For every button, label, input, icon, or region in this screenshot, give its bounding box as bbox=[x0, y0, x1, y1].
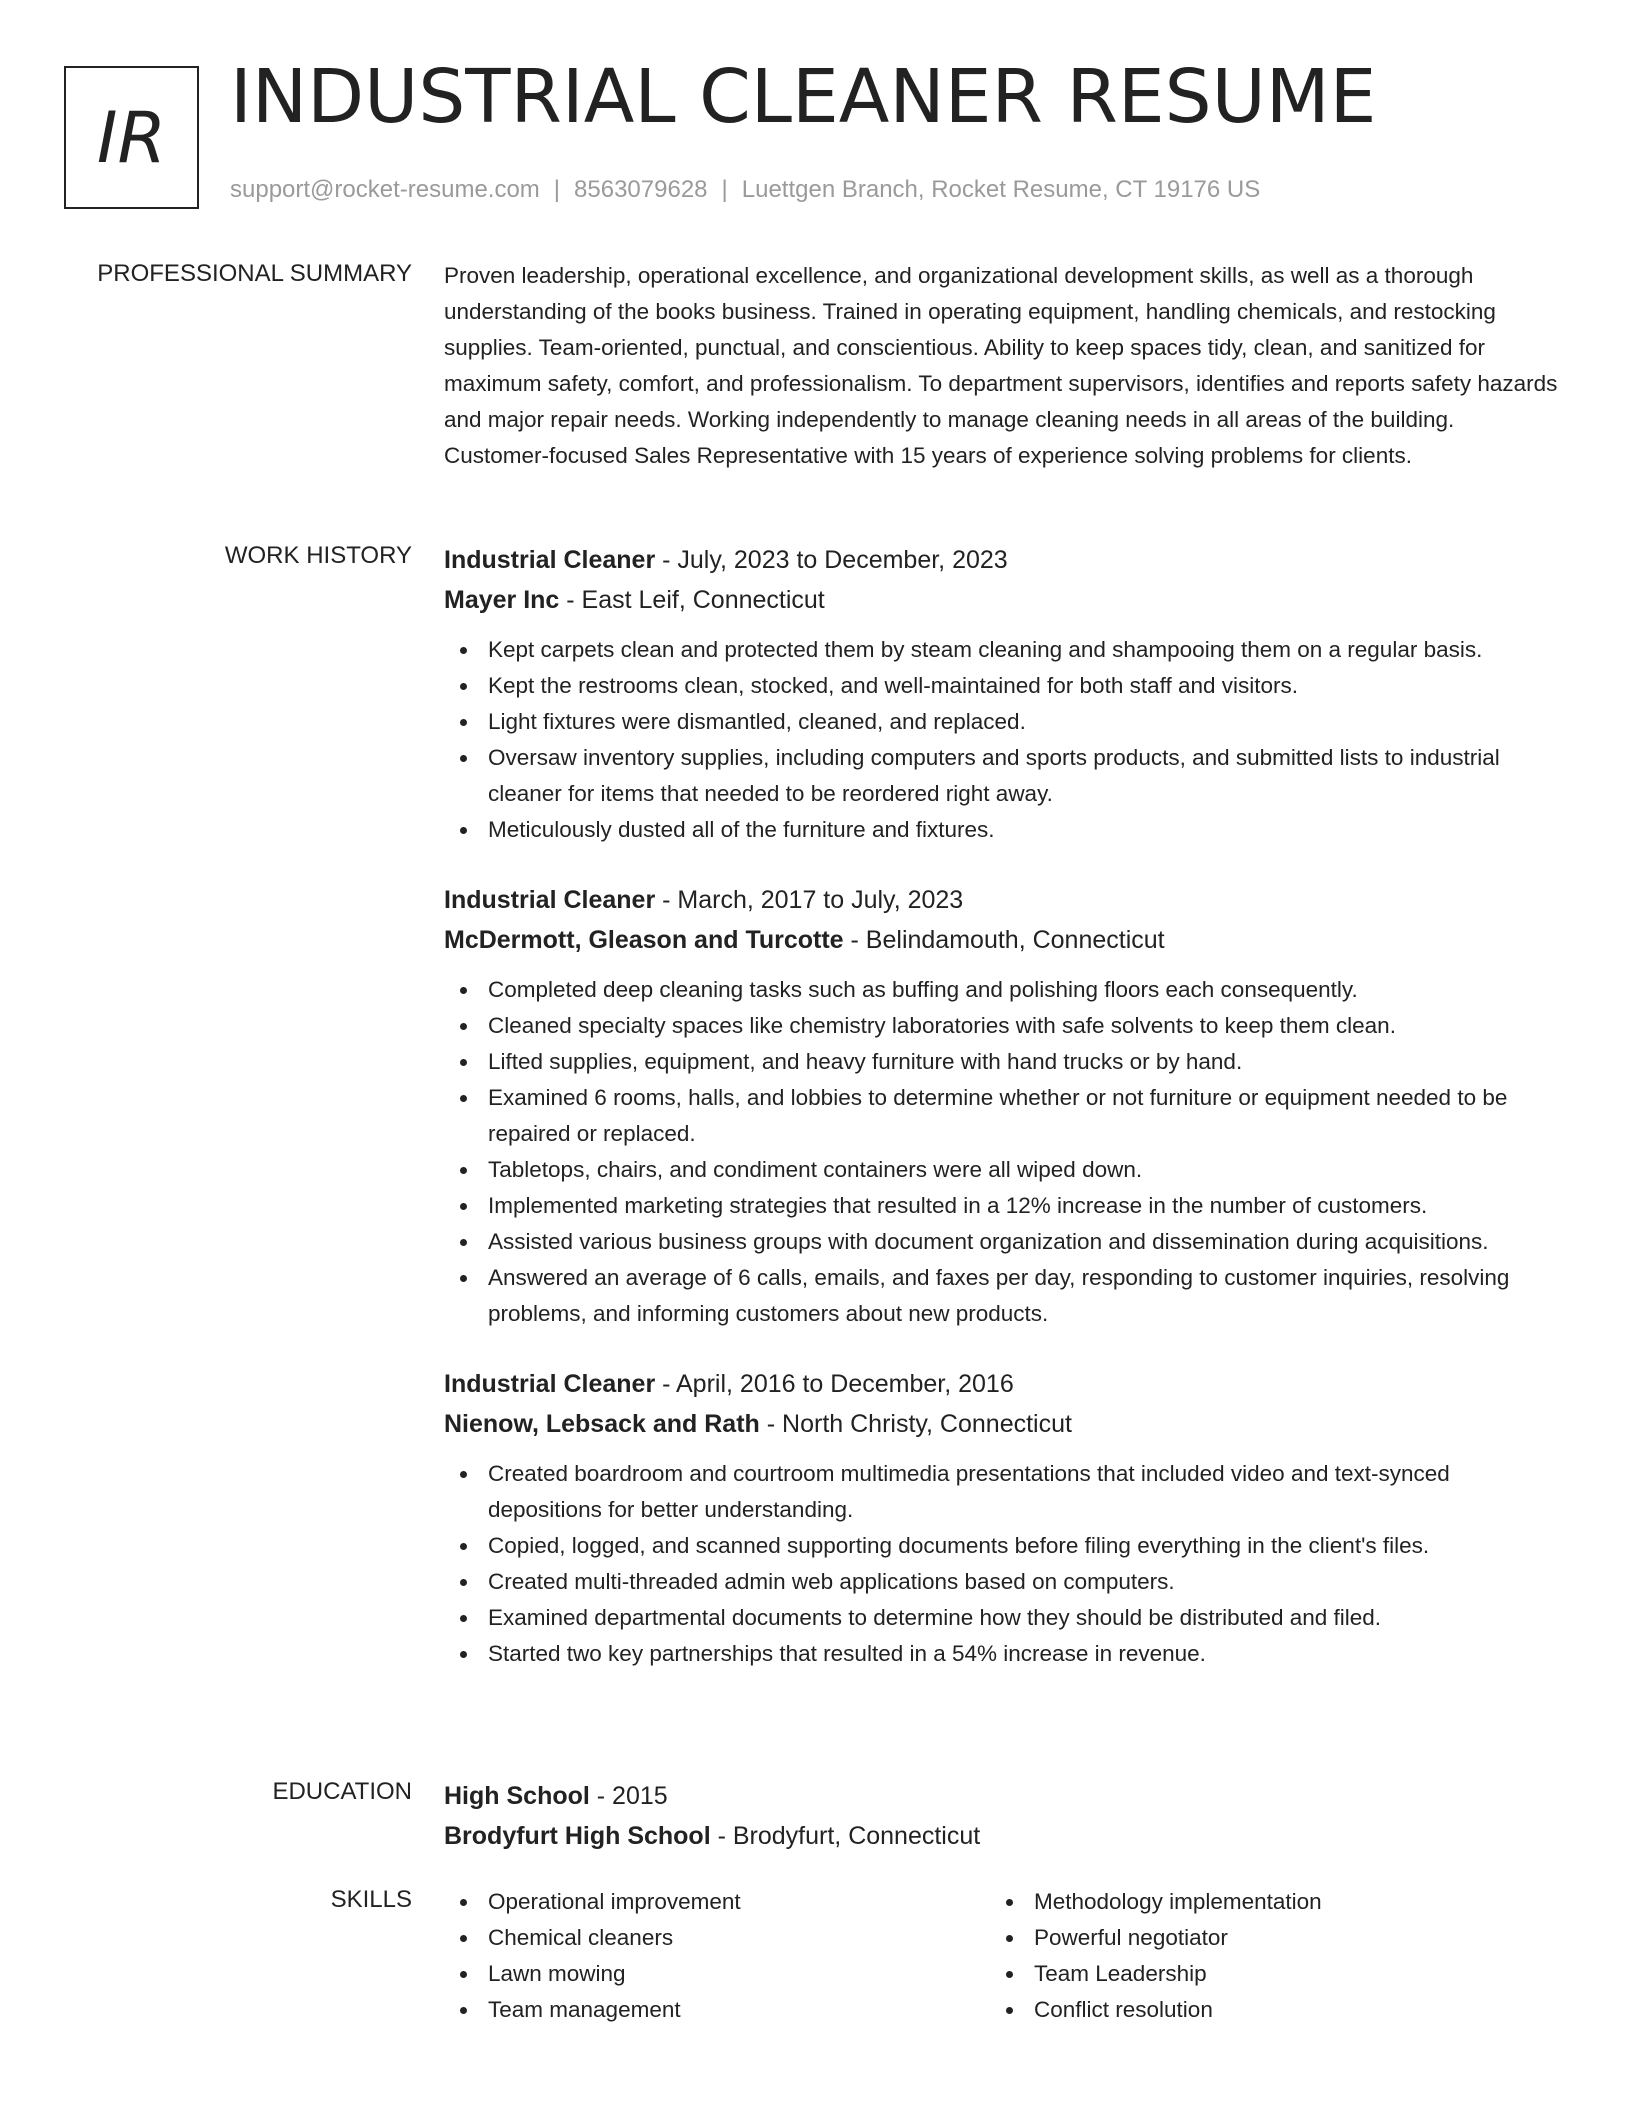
job-bullet: Oversaw inventory supplies, including computers and sports products, and submitted lists to industrial cleaner for items that needed to be reordered right away. bbox=[444, 740, 1560, 812]
job-bullet: Started two key partnerships that resulted in a 54% increase in revenue. bbox=[444, 1636, 1560, 1672]
skill-item: Lawn mowing bbox=[444, 1956, 990, 1992]
job-bullet: Assisted various business groups with document organization and dissemination during acquisitions. bbox=[444, 1224, 1560, 1260]
education-school: Brodyfurt High School bbox=[444, 1822, 711, 1850]
job-bullet: Kept carpets clean and protected them by steam cleaning and shampooing them on a regular basis. bbox=[444, 632, 1560, 668]
job-title-line bbox=[444, 540, 1560, 580]
job-title: Industrial Cleaner bbox=[444, 886, 656, 914]
contact-separator: | bbox=[553, 176, 561, 203]
job-bullets bbox=[444, 1456, 1560, 1672]
education-location: - Brodyfurt, Connecticut bbox=[710, 1822, 981, 1850]
contact-email[interactable]: support@rocket-resume.com bbox=[230, 176, 540, 203]
section-label-summary: PROFESSIONAL SUMMARY bbox=[97, 260, 412, 287]
job-title-line bbox=[444, 880, 1560, 920]
skill-item: Methodology implementation bbox=[990, 1884, 1536, 1920]
job-bullet: Light fixtures were dismantled, cleaned, and replaced. bbox=[444, 704, 1560, 740]
section-label-education: EDUCATION bbox=[272, 1778, 412, 1805]
contact-line bbox=[230, 176, 1260, 204]
skill-item: Team management bbox=[444, 1992, 990, 2028]
skill-item: Powerful negotiator bbox=[990, 1920, 1536, 1956]
education-degree-line bbox=[444, 1776, 1560, 1816]
job-bullet: Created multi-threaded admin web applications based on computers. bbox=[444, 1564, 1560, 1600]
contact-separator: | bbox=[721, 176, 728, 203]
job-location: - North Christy, Connecticut bbox=[759, 1410, 1072, 1438]
job-bullet: Tabletops, chairs, and condiment containers were all wiped down. bbox=[444, 1152, 1560, 1188]
job-bullet: Implemented marketing strategies that resulted in a 12% increase in the number of customers. bbox=[444, 1188, 1560, 1224]
work-history-list bbox=[444, 540, 1560, 1704]
job-bullet: Copied, logged, and scanned supporting documents before filing everything in the client's files. bbox=[444, 1528, 1560, 1564]
job-bullet: Answered an average of 6 calls, emails, and faxes per day, responding to customer inquiries, resolving problems, and informing customers about new products. bbox=[444, 1260, 1560, 1332]
summary-text: Proven leadership, operational excellence, and organizational development skills, as well as a thorough understanding of the books business. Trained in operating equipment, handling chemicals, and restocking supplies. Team-oriented, punctual, and conscientious. Ability to keep spaces tidy, clean, and sanitized for maximum safety, comfort, and professionalism. To department supervisors, identifies and reports safety hazards and major repair needs. Working independently to manage cleaning needs in all areas of the building. Customer-focused Sales Representative with 15 years of experience solving problems for clients. bbox=[444, 263, 1558, 468]
contact-phone[interactable]: 8563079628 bbox=[574, 176, 708, 203]
job-company: Mayer Inc bbox=[444, 586, 560, 614]
skill-item: Chemical cleaners bbox=[444, 1920, 990, 1956]
skill-item: Team Leadership bbox=[990, 1956, 1536, 1992]
job-dates: - March, 2017 to July, 2023 bbox=[655, 886, 964, 914]
education-degree: High School bbox=[444, 1782, 590, 1810]
skills-column-right bbox=[990, 1884, 1536, 2028]
job-title: Industrial Cleaner bbox=[444, 546, 656, 574]
education-entry bbox=[444, 1776, 1560, 1856]
education-year: - 2015 bbox=[589, 1782, 668, 1810]
skill-item: Conflict resolution bbox=[990, 1992, 1536, 2028]
job-entry bbox=[444, 880, 1560, 1332]
job-bullets bbox=[444, 972, 1560, 1332]
job-bullets bbox=[444, 632, 1560, 848]
job-company-line bbox=[444, 1404, 1560, 1444]
job-bullet: Examined 6 rooms, halls, and lobbies to determine whether or not furniture or equipment needed to be repaired or replaced. bbox=[444, 1080, 1560, 1152]
job-company: Nienow, Lebsack and Rath bbox=[444, 1410, 760, 1438]
job-location: - Belindamouth, Connecticut bbox=[843, 926, 1165, 954]
education-school-line bbox=[444, 1816, 1560, 1856]
job-dates: - April, 2016 to December, 2016 bbox=[655, 1370, 1014, 1398]
job-company-line bbox=[444, 580, 1560, 620]
job-bullet: Created boardroom and courtroom multimedia presentations that included video and text-synced depositions for better understanding. bbox=[444, 1456, 1560, 1528]
monogram: IR bbox=[64, 66, 199, 209]
section-label-work: WORK HISTORY bbox=[224, 542, 412, 569]
job-title: Industrial Cleaner bbox=[444, 1370, 656, 1398]
job-bullet: Meticulously dusted all of the furniture and fixtures. bbox=[444, 812, 1560, 848]
job-bullet: Examined departmental documents to determine how they should be distributed and filed. bbox=[444, 1600, 1560, 1636]
skills-column-left bbox=[444, 1884, 990, 2028]
job-title-line bbox=[444, 1364, 1560, 1404]
job-entry bbox=[444, 540, 1560, 848]
job-dates: - July, 2023 to December, 2023 bbox=[655, 546, 1008, 574]
job-company-line bbox=[444, 920, 1560, 960]
skills-list bbox=[444, 1884, 1560, 2028]
job-entry bbox=[444, 1364, 1560, 1672]
job-bullet: Kept the restrooms clean, stocked, and well-maintained for both staff and visitors. bbox=[444, 668, 1560, 704]
job-bullet: Completed deep cleaning tasks such as buffing and polishing floors each consequently. bbox=[444, 972, 1560, 1008]
skill-item: Operational improvement bbox=[444, 1884, 990, 1920]
job-bullet: Cleaned specialty spaces like chemistry laboratories with safe solvents to keep them clean. bbox=[444, 1008, 1560, 1044]
contact-address: Luettgen Branch, Rocket Resume, CT 19176 US bbox=[741, 176, 1261, 203]
job-bullet: Lifted supplies, equipment, and heavy furniture with hand trucks or by hand. bbox=[444, 1044, 1560, 1080]
section-label-skills: SKILLS bbox=[330, 1886, 412, 1913]
page-title: INDUSTRIAL CLEANER RESUME bbox=[230, 54, 1377, 140]
job-company: McDermott, Gleason and Turcotte bbox=[444, 926, 844, 954]
job-location: - East Leif, Connecticut bbox=[559, 586, 825, 614]
